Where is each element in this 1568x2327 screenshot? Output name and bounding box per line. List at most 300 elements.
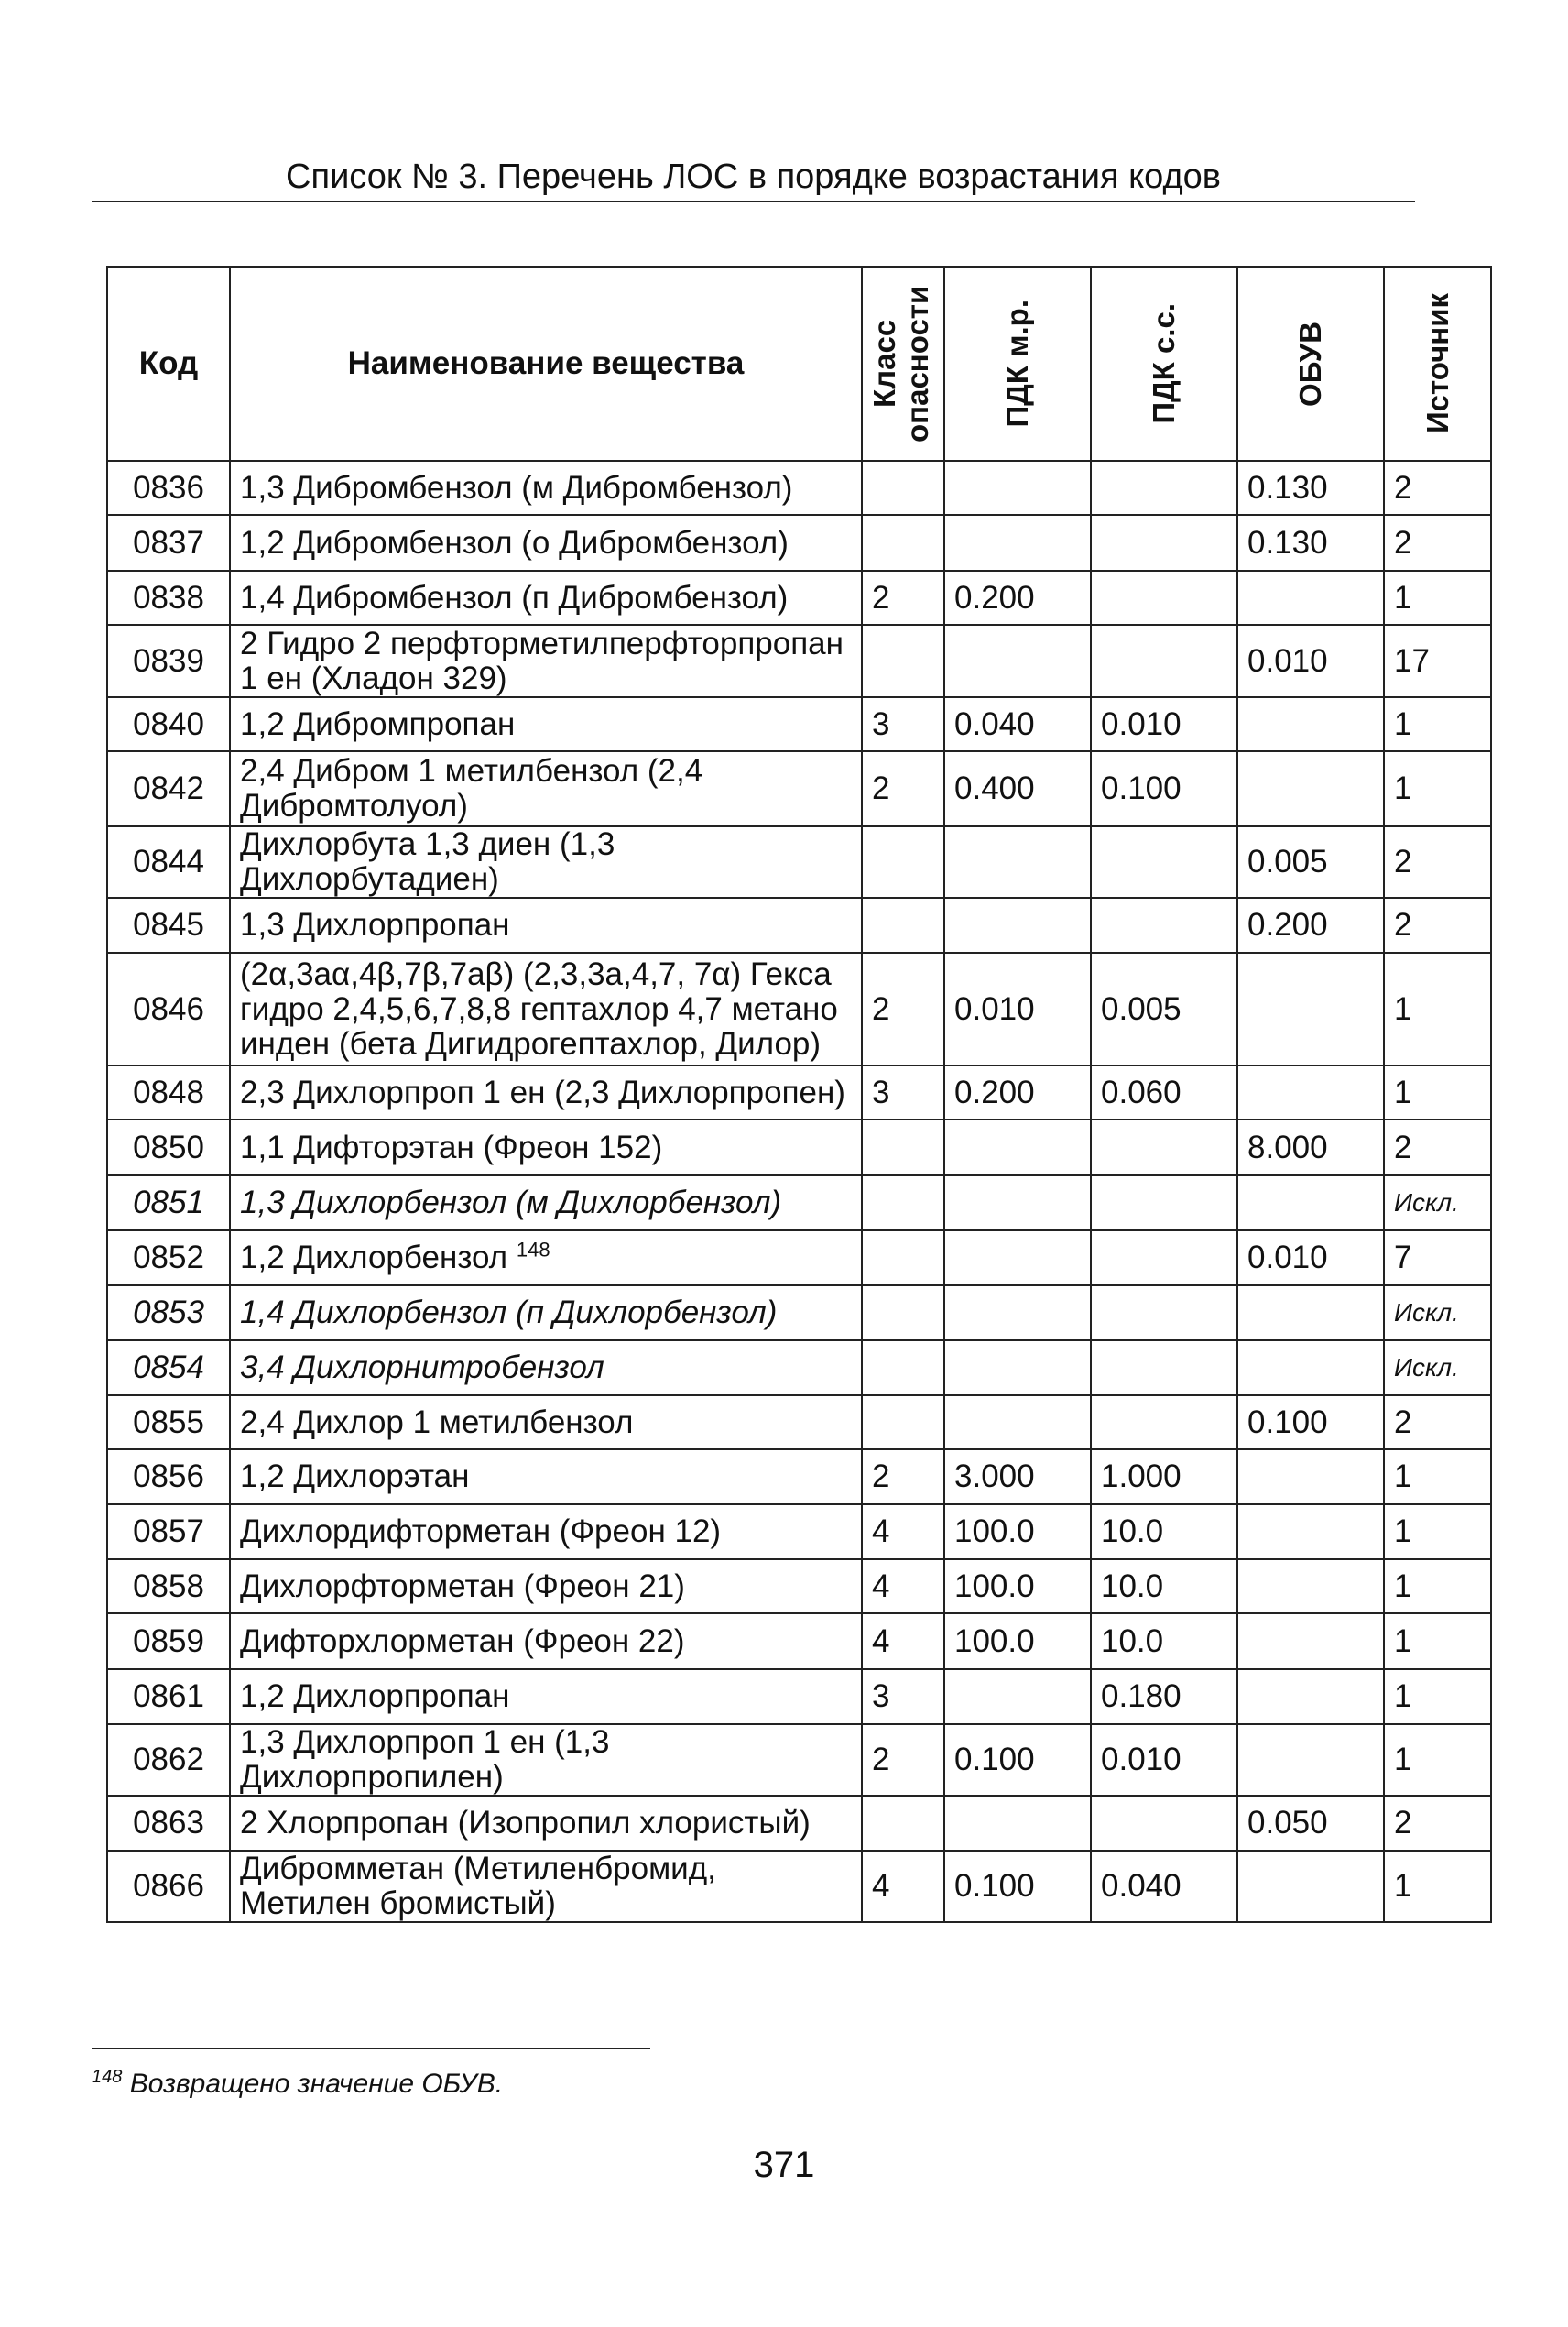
cell-class xyxy=(862,515,944,571)
cell-code xyxy=(107,515,230,571)
cell-obuv-text: 8.000 xyxy=(1247,1129,1328,1165)
cell-pdk-mr xyxy=(944,826,1091,898)
cell-name-text: (2α,3aα,4β,7β,7aβ) (2,3,3a,4,7, 7α) Гекса гидро 2,4,5,6,7,8,8 гептахлор 4,7 метано инден (бета Дигидрогептахлор, Дилор) xyxy=(240,956,838,1062)
cell-obuv-text: 0.130 xyxy=(1247,524,1328,561)
cell-obuv xyxy=(1237,625,1384,697)
cell-pdk-mr-text: 100.0 xyxy=(954,1568,1035,1604)
col-header-source xyxy=(1384,267,1491,461)
table-row xyxy=(107,1230,1491,1285)
cell-source-text: 1 xyxy=(1394,1622,1412,1659)
cell-class xyxy=(862,1065,944,1120)
cell-code-text: 0842 xyxy=(133,770,204,806)
cell-pdk-ss xyxy=(1091,1669,1237,1724)
cell-pdk-ss xyxy=(1091,1285,1237,1340)
cell-source xyxy=(1384,898,1491,953)
cell-code xyxy=(107,1340,230,1395)
cell-name xyxy=(230,1395,862,1449)
cell-obuv xyxy=(1237,461,1384,515)
cell-source xyxy=(1384,1340,1491,1395)
cell-source-text: Искл. xyxy=(1394,1188,1459,1217)
cell-name-text: 3,4 Дихлорнитробензол xyxy=(240,1349,604,1385)
cell-pdk-mr xyxy=(944,1559,1091,1613)
cell-pdk-mr xyxy=(944,461,1091,515)
cell-obuv xyxy=(1237,1559,1384,1613)
cell-pdk-ss xyxy=(1091,461,1237,515)
cell-pdk-mr xyxy=(944,515,1091,571)
cell-class xyxy=(862,1559,944,1613)
cell-obuv xyxy=(1237,1613,1384,1669)
cell-class-text: 2 xyxy=(872,990,890,1027)
cell-name-text: Дихлорфторметан (Фреон 21) xyxy=(240,1568,685,1604)
cell-pdk-ss-text: 1.000 xyxy=(1101,1458,1181,1494)
footnote xyxy=(92,2068,916,2101)
cell-code xyxy=(107,1449,230,1504)
cell-pdk-ss-text: 0.180 xyxy=(1101,1678,1181,1714)
cell-source-text: 1 xyxy=(1394,770,1412,806)
table-row xyxy=(107,1285,1491,1340)
cell-source xyxy=(1384,1120,1491,1175)
cell-pdk-ss-text: 10.0 xyxy=(1101,1622,1164,1659)
cell-source xyxy=(1384,1449,1491,1504)
cell-pdk-ss xyxy=(1091,1613,1237,1669)
cell-name xyxy=(230,953,862,1065)
cell-name-text: 1,2 Дихлорбензол xyxy=(240,1240,508,1275)
cell-source xyxy=(1384,1504,1491,1559)
cell-class xyxy=(862,1340,944,1395)
page-header: Список № 3. Перечень ЛОС в порядке возрастания кодов xyxy=(286,158,1221,196)
cell-name xyxy=(230,625,862,697)
cell-source xyxy=(1384,625,1491,697)
cell-source xyxy=(1384,461,1491,515)
cell-source xyxy=(1384,1851,1491,1922)
cell-name-text: 1,2 Дибромбензол (о Дибромбензол) xyxy=(240,524,789,561)
table-row xyxy=(107,1613,1491,1669)
cell-obuv xyxy=(1237,1340,1384,1395)
cell-pdk-mr-text: 0.010 xyxy=(954,990,1035,1027)
cell-class xyxy=(862,1175,944,1230)
cell-source xyxy=(1384,826,1491,898)
cell-class xyxy=(862,953,944,1065)
cell-source-text: 2 xyxy=(1394,844,1412,879)
cell-name-text: Дихлорбута 1,3 диен (1,3 Дихлорбутадиен) xyxy=(240,826,615,897)
cell-name xyxy=(230,1504,862,1559)
cell-code xyxy=(107,898,230,953)
cell-class xyxy=(862,571,944,625)
cell-name-text: Дихлордифторметан (Фреон 12) xyxy=(240,1513,722,1549)
cell-code-text: 0853 xyxy=(133,1295,204,1330)
table-row xyxy=(107,1175,1491,1230)
col-header-class xyxy=(862,267,944,461)
cell-code-text: 0859 xyxy=(133,1622,204,1659)
col-header-obuv-label: ОБУВ xyxy=(1293,321,1327,407)
cell-obuv xyxy=(1237,1669,1384,1724)
cell-pdk-mr-text: 0.200 xyxy=(954,1074,1035,1110)
cell-obuv-text: 0.200 xyxy=(1247,907,1328,943)
cell-name xyxy=(230,1559,862,1613)
cell-name xyxy=(230,826,862,898)
cell-source-text: 1 xyxy=(1394,1074,1412,1110)
cell-name xyxy=(230,1669,862,1724)
cell-pdk-ss xyxy=(1091,1851,1237,1922)
cell-name-text: 1,2 Дибромпропан xyxy=(240,705,516,742)
cell-class xyxy=(862,1796,944,1851)
cell-source-text: 1 xyxy=(1394,1458,1412,1494)
table-row xyxy=(107,1449,1491,1504)
cell-source-text: 2 xyxy=(1394,524,1412,561)
cell-obuv xyxy=(1237,1395,1384,1449)
col-header-pdk-ss xyxy=(1091,267,1237,461)
cell-class xyxy=(862,1504,944,1559)
cell-class-text: 4 xyxy=(872,1513,890,1549)
cell-class xyxy=(862,625,944,697)
table-row xyxy=(107,751,1491,826)
cell-pdk-mr-text: 0.100 xyxy=(954,1868,1035,1904)
cell-code xyxy=(107,461,230,515)
cell-name xyxy=(230,1796,862,1851)
cell-pdk-ss xyxy=(1091,1175,1237,1230)
cell-pdk-ss-text: 10.0 xyxy=(1101,1568,1164,1604)
cell-pdk-mr-text: 0.040 xyxy=(954,705,1035,742)
cell-source xyxy=(1384,1285,1491,1340)
cell-class-text: 2 xyxy=(872,1742,890,1777)
cell-obuv-text: 0.100 xyxy=(1247,1404,1328,1440)
cell-pdk-mr xyxy=(944,1395,1091,1449)
cell-source xyxy=(1384,1559,1491,1613)
cell-source xyxy=(1384,515,1491,571)
cell-class-text: 2 xyxy=(872,579,890,616)
col-header-pdk-mr-label: ПДК м.р. xyxy=(1000,300,1034,428)
substances-table xyxy=(106,266,1492,1923)
cell-source-text: Искл. xyxy=(1394,1353,1459,1382)
cell-source-text: 1 xyxy=(1394,1678,1412,1714)
cell-class xyxy=(862,1285,944,1340)
cell-class xyxy=(862,898,944,953)
cell-class xyxy=(862,1724,944,1796)
cell-name-text: 1,2 Дихлорэтан xyxy=(240,1458,470,1494)
table-row xyxy=(107,1340,1491,1395)
cell-name-text: 1,4 Дихлорбензол (п Дихлорбензол) xyxy=(240,1295,778,1330)
cell-obuv xyxy=(1237,515,1384,571)
cell-pdk-ss xyxy=(1091,1065,1237,1120)
cell-code-text: 0855 xyxy=(133,1404,204,1440)
cell-pdk-ss xyxy=(1091,1449,1237,1504)
cell-name xyxy=(230,515,862,571)
cell-name xyxy=(230,1230,862,1285)
cell-pdk-ss xyxy=(1091,1340,1237,1395)
cell-source xyxy=(1384,1669,1491,1724)
cell-code-text: 0851 xyxy=(133,1185,204,1220)
cell-code xyxy=(107,826,230,898)
cell-code-text: 0856 xyxy=(133,1458,204,1494)
cell-source xyxy=(1384,1724,1491,1796)
col-header-name: Наименование вещества xyxy=(230,267,862,461)
cell-pdk-ss xyxy=(1091,826,1237,898)
cell-pdk-mr xyxy=(944,1504,1091,1559)
cell-source xyxy=(1384,751,1491,826)
cell-code xyxy=(107,751,230,826)
cell-obuv xyxy=(1237,953,1384,1065)
cell-class xyxy=(862,1851,944,1922)
footnote-mark: 148 xyxy=(92,2067,123,2087)
cell-source-text: 1 xyxy=(1394,705,1412,742)
cell-name xyxy=(230,571,862,625)
cell-pdk-mr-text: 0.100 xyxy=(954,1742,1035,1777)
cell-pdk-mr xyxy=(944,1120,1091,1175)
cell-pdk-ss xyxy=(1091,1230,1237,1285)
cell-name-text: 1,3 Дихлорпроп 1 ен (1,3 Дихлорпропилен) xyxy=(240,1724,610,1795)
cell-code-text: 0839 xyxy=(133,642,204,679)
cell-code-text: 0840 xyxy=(133,705,204,742)
cell-code-text: 0862 xyxy=(133,1742,204,1777)
cell-source xyxy=(1384,1175,1491,1230)
cell-code xyxy=(107,1559,230,1613)
cell-pdk-mr xyxy=(944,625,1091,697)
cell-pdk-ss xyxy=(1091,751,1237,826)
col-header-pdk-ss-label: ПДК с.с. xyxy=(1147,303,1181,424)
cell-name-text: 1,3 Дихлорпропан xyxy=(240,907,510,943)
cell-obuv xyxy=(1237,751,1384,826)
cell-name xyxy=(230,751,862,826)
cell-code-text: 0846 xyxy=(133,990,204,1027)
table-row xyxy=(107,953,1491,1065)
cell-code xyxy=(107,1796,230,1851)
cell-name xyxy=(230,1120,862,1175)
table-header-row xyxy=(107,267,1491,461)
table-row xyxy=(107,1504,1491,1559)
table-row xyxy=(107,625,1491,697)
cell-pdk-ss xyxy=(1091,1120,1237,1175)
cell-source xyxy=(1384,697,1491,751)
cell-class-text: 2 xyxy=(872,770,890,806)
table-row xyxy=(107,1796,1491,1851)
cell-source-text: 1 xyxy=(1394,1742,1412,1777)
table-row xyxy=(107,697,1491,751)
cell-pdk-ss xyxy=(1091,515,1237,571)
cell-pdk-mr xyxy=(944,1613,1091,1669)
cell-pdk-ss-text: 0.040 xyxy=(1101,1868,1181,1904)
cell-name-text: 1,1 Дифторэтан (Фреон 152) xyxy=(240,1129,663,1165)
cell-source-text: 1 xyxy=(1394,1868,1412,1904)
cell-class xyxy=(862,697,944,751)
cell-source xyxy=(1384,953,1491,1065)
cell-pdk-mr xyxy=(944,697,1091,751)
cell-pdk-ss-text: 0.060 xyxy=(1101,1074,1181,1110)
cell-source-text: 2 xyxy=(1394,907,1412,943)
cell-code-text: 0858 xyxy=(133,1568,204,1604)
cell-source xyxy=(1384,571,1491,625)
cell-obuv xyxy=(1237,1120,1384,1175)
cell-name-text: 1,2 Дихлорпропан xyxy=(240,1678,510,1714)
cell-pdk-ss xyxy=(1091,1796,1237,1851)
cell-name-text: 2 Гидро 2 перфторметилперфторпропан 1 ен (Хладон 329) xyxy=(240,625,844,696)
cell-source-text: 2 xyxy=(1394,469,1412,506)
cell-obuv xyxy=(1237,1175,1384,1230)
cell-pdk-mr-text: 0.400 xyxy=(954,770,1035,806)
cell-code xyxy=(107,697,230,751)
cell-pdk-ss xyxy=(1091,1559,1237,1613)
cell-pdk-ss-text: 10.0 xyxy=(1101,1513,1164,1549)
cell-class xyxy=(862,1395,944,1449)
cell-pdk-mr-text: 0.200 xyxy=(954,579,1035,616)
cell-name xyxy=(230,1613,862,1669)
cell-code-text: 0836 xyxy=(133,469,204,506)
cell-code xyxy=(107,625,230,697)
cell-code xyxy=(107,1395,230,1449)
cell-pdk-mr xyxy=(944,1669,1091,1724)
cell-code-text: 0852 xyxy=(133,1240,204,1275)
cell-pdk-mr xyxy=(944,1175,1091,1230)
cell-pdk-mr xyxy=(944,1285,1091,1340)
cell-name xyxy=(230,898,862,953)
table-row xyxy=(107,571,1491,625)
header-rule xyxy=(92,201,1415,202)
table-row xyxy=(107,898,1491,953)
cell-class xyxy=(862,1669,944,1724)
table-row xyxy=(107,1065,1491,1120)
cell-obuv xyxy=(1237,1449,1384,1504)
cell-obuv xyxy=(1237,571,1384,625)
cell-pdk-mr xyxy=(944,1065,1091,1120)
cell-class xyxy=(862,751,944,826)
cell-name xyxy=(230,1285,862,1340)
cell-pdk-mr xyxy=(944,751,1091,826)
cell-source xyxy=(1384,1613,1491,1669)
table-row xyxy=(107,1559,1491,1613)
cell-source-text: 2 xyxy=(1394,1805,1412,1841)
cell-name xyxy=(230,1724,862,1796)
cell-pdk-mr xyxy=(944,953,1091,1065)
table-row xyxy=(107,1395,1491,1449)
cell-source-text: 2 xyxy=(1394,1404,1412,1440)
col-header-code: Код xyxy=(107,267,230,461)
cell-obuv xyxy=(1237,826,1384,898)
cell-name-text: 2,3 Дихлорпроп 1 ен (2,3 Дихлорпропен) xyxy=(240,1074,845,1110)
cell-pdk-mr xyxy=(944,898,1091,953)
cell-pdk-ss-text: 0.100 xyxy=(1101,770,1181,806)
footnote-reference: 148 xyxy=(516,1238,550,1262)
col-header-class-label: Класс опасности xyxy=(867,285,934,442)
cell-obuv xyxy=(1237,1230,1384,1285)
table-row xyxy=(107,1724,1491,1796)
cell-pdk-mr xyxy=(944,1724,1091,1796)
cell-pdk-mr xyxy=(944,1449,1091,1504)
cell-name xyxy=(230,697,862,751)
cell-code xyxy=(107,953,230,1065)
cell-name xyxy=(230,1449,862,1504)
cell-code xyxy=(107,1724,230,1796)
cell-name xyxy=(230,461,862,515)
cell-name xyxy=(230,1851,862,1922)
cell-class-text: 4 xyxy=(872,1568,890,1604)
cell-name xyxy=(230,1175,862,1230)
cell-code xyxy=(107,1065,230,1120)
cell-class xyxy=(862,826,944,898)
cell-pdk-mr xyxy=(944,1230,1091,1285)
cell-code-text: 0838 xyxy=(133,579,204,616)
cell-class-text: 3 xyxy=(872,705,890,742)
cell-pdk-mr xyxy=(944,571,1091,625)
cell-code xyxy=(107,1120,230,1175)
cell-source-text: 1 xyxy=(1394,990,1412,1027)
table-row xyxy=(107,1120,1491,1175)
cell-name-text: 2,4 Дибром 1 метилбензол (2,4 Дибромтолуол) xyxy=(240,753,703,824)
cell-code-text: 0854 xyxy=(133,1349,204,1385)
cell-code xyxy=(107,571,230,625)
cell-class-text: 4 xyxy=(872,1868,890,1904)
cell-obuv xyxy=(1237,697,1384,751)
cell-name xyxy=(230,1065,862,1120)
cell-source xyxy=(1384,1395,1491,1449)
cell-obuv xyxy=(1237,1504,1384,1559)
cell-code xyxy=(107,1669,230,1724)
cell-class-text: 2 xyxy=(872,1458,890,1494)
col-header-pdk-mr xyxy=(944,267,1091,461)
table-row xyxy=(107,826,1491,898)
cell-name-text: 1,3 Дихлорбензол (м Дихлорбензол) xyxy=(240,1185,782,1220)
cell-source-text: 1 xyxy=(1394,1513,1412,1549)
cell-pdk-ss xyxy=(1091,571,1237,625)
cell-code-text: 0837 xyxy=(133,524,204,561)
cell-source-text: 2 xyxy=(1394,1129,1412,1165)
cell-pdk-mr-text: 100.0 xyxy=(954,1622,1035,1659)
cell-code-text: 0844 xyxy=(133,844,204,879)
cell-pdk-mr xyxy=(944,1340,1091,1395)
cell-name-text: 1,3 Дибромбензол (м Дибромбензол) xyxy=(240,469,793,506)
cell-obuv xyxy=(1237,1851,1384,1922)
table-row xyxy=(107,461,1491,515)
cell-obuv xyxy=(1237,1065,1384,1120)
cell-class xyxy=(862,1449,944,1504)
cell-code-text: 0848 xyxy=(133,1074,204,1110)
cell-pdk-ss-text: 0.010 xyxy=(1101,705,1181,742)
footnote-text: Возвращено значение ОБУВ. xyxy=(129,2069,504,2099)
cell-source-text: 1 xyxy=(1394,1568,1412,1604)
cell-obuv-text: 0.130 xyxy=(1247,469,1328,506)
cell-pdk-mr-text: 100.0 xyxy=(954,1513,1035,1549)
cell-name-text: 1,4 Дибромбензол (п Дибромбензол) xyxy=(240,579,789,616)
cell-obuv-text: 0.010 xyxy=(1247,1240,1328,1275)
cell-class xyxy=(862,1230,944,1285)
cell-obuv-text: 0.010 xyxy=(1247,642,1328,679)
cell-code xyxy=(107,1851,230,1922)
table-row xyxy=(107,515,1491,571)
cell-pdk-ss xyxy=(1091,625,1237,697)
cell-source-text: Искл. xyxy=(1394,1298,1459,1327)
cell-obuv xyxy=(1237,1724,1384,1796)
cell-pdk-ss xyxy=(1091,898,1237,953)
cell-name-text: Дибромметан (Метиленбромид, Метилен бромистый) xyxy=(240,1851,716,1921)
cell-class-text: 4 xyxy=(872,1622,890,1659)
cell-code-text: 0857 xyxy=(133,1513,204,1549)
cell-code-text: 0845 xyxy=(133,907,204,943)
cell-class xyxy=(862,1120,944,1175)
cell-source-text: 7 xyxy=(1394,1240,1412,1275)
cell-code-text: 0866 xyxy=(133,1868,204,1904)
cell-pdk-ss xyxy=(1091,1504,1237,1559)
cell-code-text: 0863 xyxy=(133,1805,204,1841)
cell-obuv xyxy=(1237,898,1384,953)
cell-pdk-ss-text: 0.010 xyxy=(1101,1742,1181,1777)
cell-class xyxy=(862,1613,944,1669)
cell-code xyxy=(107,1175,230,1230)
cell-pdk-mr xyxy=(944,1796,1091,1851)
page-number: 371 xyxy=(753,2145,815,2185)
cell-pdk-ss xyxy=(1091,1724,1237,1796)
cell-obuv-text: 0.050 xyxy=(1247,1805,1328,1841)
cell-pdk-ss xyxy=(1091,1395,1237,1449)
cell-code xyxy=(107,1230,230,1285)
col-header-source-label: Источник xyxy=(1420,293,1454,434)
